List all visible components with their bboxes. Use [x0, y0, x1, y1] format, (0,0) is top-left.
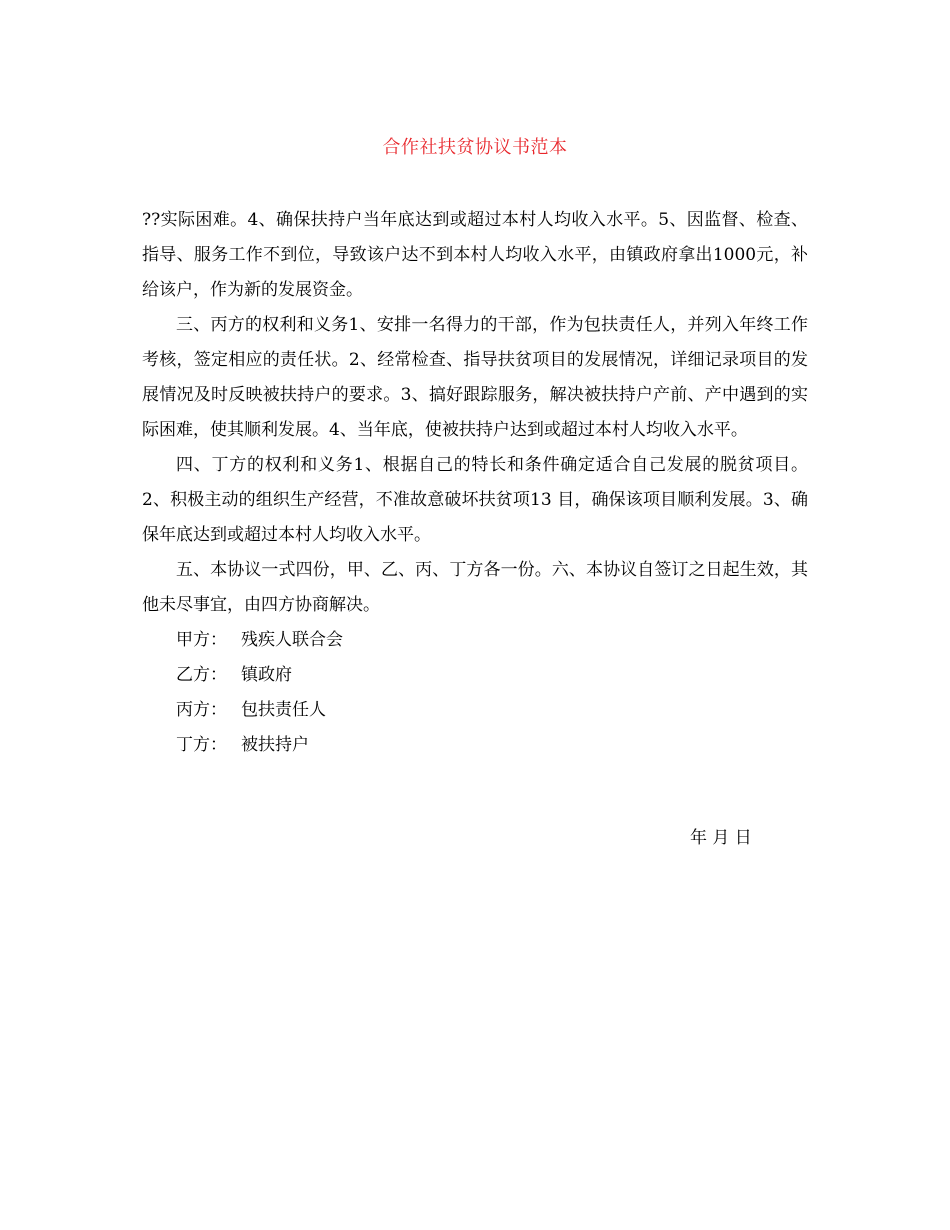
signatory-role: 丙方：	[176, 700, 227, 720]
signatory-party-a	[142, 623, 808, 658]
signatory-party-b	[142, 658, 808, 693]
signature-date: 年 月 日	[690, 828, 752, 848]
document-title: 合作社扶贫协议书范本	[382, 137, 568, 158]
signatory-role: 丁方：	[176, 735, 227, 755]
signatory-party-c	[142, 693, 808, 728]
signatory-name: 镇政府	[241, 665, 292, 685]
signatory-name: 包扶责任人	[241, 700, 326, 720]
signatory-name: 残疾人联合会	[241, 630, 343, 650]
signatory-name: 被扶持户	[241, 735, 309, 755]
paragraph-party-d-duties: 四、丁方的权利和义务1、根据自己的特长和条件确定适合自己发展的脱贫项目。2、积极主动的组织生产经营，不准故意破坏扶贫项13 目，确保该项目顺利发展。3、确保年底达到或超过本村人均收入水平。	[142, 455, 808, 545]
document-body	[142, 203, 808, 763]
signatory-role: 甲方：	[176, 630, 227, 650]
signatory-role: 乙方：	[176, 665, 227, 685]
paragraph-agreement-terms: 五、本协议一式四份，甲、乙、丙、丁方各一份。六、本协议自签订之日起生效，其他未尽事宜，由四方协商解决。	[142, 560, 808, 615]
signatory-party-d	[142, 728, 808, 763]
paragraph-party-c-duties: 三、丙方的权利和义务1、安排一名得力的干部，作为包扶责任人，并列入年终工作考核，签定相应的责任状。2、经常检查、指导扶贫项目的发展情况，详细记录项目的发展情况及时反映被扶持户的要求。3、搞好跟踪服务，解决被扶持户产前、产中遇到的实际困难，使其顺利发展。4、当年底，使被扶持户达到或超过本村人均收入水平。	[142, 315, 808, 440]
paragraph-continuation: ??实际困难。4、确保扶持户当年底达到或超过本村人均收入水平。5、因监督、检查、指导、服务工作不到位，导致该户达不到本村人均收入水平，由镇政府拿出1000元，补给该户，作为新的发展资金。	[142, 210, 808, 300]
